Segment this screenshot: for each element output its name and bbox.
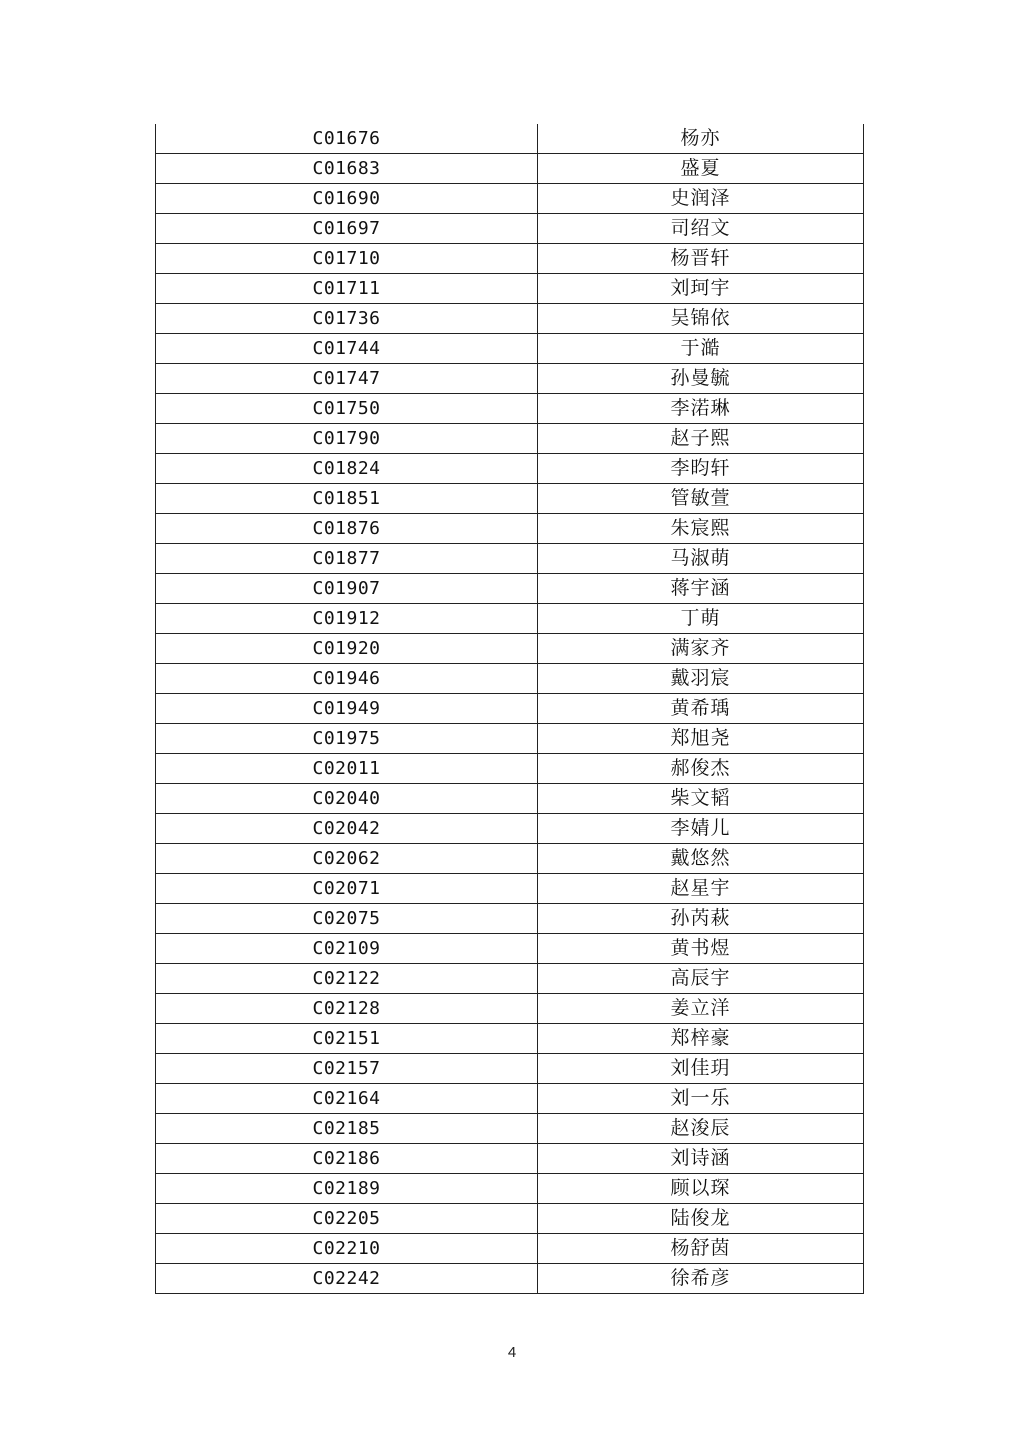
table-row [156, 964, 864, 994]
table-row [156, 754, 864, 784]
table-row [156, 184, 864, 214]
student-id-cell: C02185 [156, 1114, 538, 1144]
student-name-cell: 黄希瑀 [538, 694, 864, 724]
student-name-cell: 杨亦 [538, 124, 864, 154]
table-row [156, 1084, 864, 1114]
student-name-cell: 刘诗涵 [538, 1144, 864, 1174]
student-id-cell: C02151 [156, 1024, 538, 1054]
table-row [156, 1144, 864, 1174]
student-name-cell: 杨舒茵 [538, 1234, 864, 1264]
student-name-cell: 蒋宇涵 [538, 574, 864, 604]
table-row [156, 1234, 864, 1264]
table-row [156, 904, 864, 934]
roster-table-container [155, 124, 863, 1294]
student-id-cell: C01912 [156, 604, 538, 634]
student-id-cell: C02128 [156, 994, 538, 1024]
table-row [156, 934, 864, 964]
student-name-cell: 顾以琛 [538, 1174, 864, 1204]
student-name-cell: 赵子熙 [538, 424, 864, 454]
table-row [156, 1054, 864, 1084]
student-id-cell: C01690 [156, 184, 538, 214]
student-id-cell: C02062 [156, 844, 538, 874]
student-id-cell: C02242 [156, 1264, 538, 1294]
student-id-cell: C01736 [156, 304, 538, 334]
student-name-cell: 赵星宇 [538, 874, 864, 904]
student-name-cell: 满家齐 [538, 634, 864, 664]
table-row [156, 724, 864, 754]
student-id-cell: C01877 [156, 544, 538, 574]
student-name-cell: 姜立洋 [538, 994, 864, 1024]
table-row [156, 154, 864, 184]
student-id-cell: C01949 [156, 694, 538, 724]
student-name-cell: 李渃琳 [538, 394, 864, 424]
student-id-cell: C01750 [156, 394, 538, 424]
student-id-cell: C02186 [156, 1144, 538, 1174]
table-row [156, 634, 864, 664]
student-id-cell: C02011 [156, 754, 538, 784]
student-name-cell: 刘佳玥 [538, 1054, 864, 1084]
student-id-cell: C02071 [156, 874, 538, 904]
student-name-cell: 郑梓豪 [538, 1024, 864, 1054]
student-name-cell: 李昀轩 [538, 454, 864, 484]
student-name-cell: 史润泽 [538, 184, 864, 214]
student-name-cell: 郑旭尧 [538, 724, 864, 754]
table-row [156, 394, 864, 424]
table-row [156, 364, 864, 394]
student-name-cell: 赵浚辰 [538, 1114, 864, 1144]
table-row [156, 814, 864, 844]
student-id-cell: C01711 [156, 274, 538, 304]
student-name-cell: 于澔 [538, 334, 864, 364]
student-id-cell: C01824 [156, 454, 538, 484]
student-name-cell: 刘珂宇 [538, 274, 864, 304]
student-id-cell: C01676 [156, 124, 538, 154]
student-name-cell: 孙芮萩 [538, 904, 864, 934]
student-name-cell: 朱宸熙 [538, 514, 864, 544]
table-row [156, 514, 864, 544]
table-row [156, 844, 864, 874]
student-name-cell: 马淑萌 [538, 544, 864, 574]
table-row [156, 274, 864, 304]
student-name-cell: 刘一乐 [538, 1084, 864, 1114]
student-id-cell: C02205 [156, 1204, 538, 1234]
student-id-cell: C01920 [156, 634, 538, 664]
student-id-cell: C01851 [156, 484, 538, 514]
student-id-cell: C02157 [156, 1054, 538, 1084]
student-name-cell: 丁萌 [538, 604, 864, 634]
student-name-cell: 陆俊龙 [538, 1204, 864, 1234]
table-row [156, 424, 864, 454]
student-name-cell: 戴羽宸 [538, 664, 864, 694]
table-row [156, 1024, 864, 1054]
student-id-cell: C01744 [156, 334, 538, 364]
table-row [156, 124, 864, 154]
table-row [156, 214, 864, 244]
student-id-cell: C02189 [156, 1174, 538, 1204]
table-row [156, 994, 864, 1024]
table-row [156, 1114, 864, 1144]
student-id-cell: C01975 [156, 724, 538, 754]
page-number: 4 [507, 1344, 517, 1361]
student-name-cell: 孙曼毓 [538, 364, 864, 394]
table-row [156, 784, 864, 814]
table-row [156, 244, 864, 274]
table-row [156, 574, 864, 604]
student-name-cell: 盛夏 [538, 154, 864, 184]
table-row [156, 544, 864, 574]
student-id-cell: C01683 [156, 154, 538, 184]
student-id-cell: C01790 [156, 424, 538, 454]
student-name-cell: 戴悠然 [538, 844, 864, 874]
table-row [156, 874, 864, 904]
student-id-cell: C01907 [156, 574, 538, 604]
table-row [156, 1174, 864, 1204]
table-row [156, 484, 864, 514]
student-id-cell: C02040 [156, 784, 538, 814]
student-id-cell: C02210 [156, 1234, 538, 1264]
student-id-cell: C02075 [156, 904, 538, 934]
table-row [156, 334, 864, 364]
student-id-cell: C02109 [156, 934, 538, 964]
student-name-cell: 徐希彦 [538, 1264, 864, 1294]
student-id-cell: C01747 [156, 364, 538, 394]
table-row [156, 1204, 864, 1234]
student-id-cell: C01697 [156, 214, 538, 244]
roster-table-body [156, 124, 864, 1294]
student-id-cell: C02122 [156, 964, 538, 994]
student-name-cell: 柴文韬 [538, 784, 864, 814]
student-name-cell: 司绍文 [538, 214, 864, 244]
table-row [156, 664, 864, 694]
roster-table [155, 124, 864, 1294]
student-name-cell: 高辰宇 [538, 964, 864, 994]
table-row [156, 1264, 864, 1294]
table-row [156, 304, 864, 334]
student-id-cell: C02164 [156, 1084, 538, 1114]
student-name-cell: 管敏萱 [538, 484, 864, 514]
student-id-cell: C02042 [156, 814, 538, 844]
student-id-cell: C01946 [156, 664, 538, 694]
student-name-cell: 郝俊杰 [538, 754, 864, 784]
student-name-cell: 吴锦依 [538, 304, 864, 334]
student-name-cell: 杨晋轩 [538, 244, 864, 274]
student-name-cell: 李婧儿 [538, 814, 864, 844]
table-row [156, 454, 864, 484]
table-row [156, 694, 864, 724]
student-id-cell: C01876 [156, 514, 538, 544]
student-name-cell: 黄书煜 [538, 934, 864, 964]
student-id-cell: C01710 [156, 244, 538, 274]
table-row [156, 604, 864, 634]
